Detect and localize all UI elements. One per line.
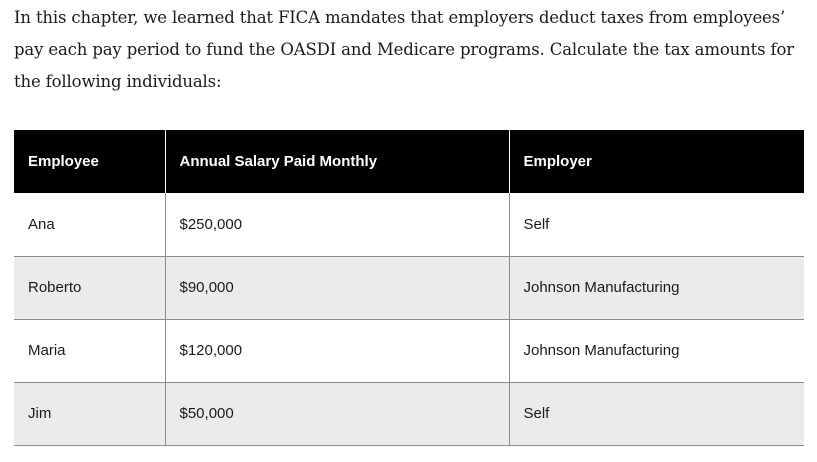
table-row: [14, 193, 804, 256]
cell-annual-salary: $250,000: [165, 193, 509, 256]
cell-employee: Maria: [14, 319, 165, 382]
cell-annual-salary: $120,000: [165, 319, 509, 382]
header-annual-salary: Annual Salary Paid Monthly: [165, 130, 509, 193]
cell-employee: Ana: [14, 193, 165, 256]
cell-employer: Johnson Manufacturing: [509, 256, 804, 319]
employee-salary-table: [14, 130, 804, 446]
table-body: [14, 193, 804, 445]
table-row: [14, 256, 804, 319]
header-employee: Employee: [14, 130, 165, 193]
table-row: [14, 382, 804, 445]
cell-employer: Self: [509, 193, 804, 256]
table-row: [14, 319, 804, 382]
intro-paragraph: In this chapter, we learned that FICA mandates that employers deduct taxes from employees’ pay each pay period to fund the OASDI and Medicare programs. Calculate the tax amounts for the following individuals:: [14, 8, 794, 91]
cell-annual-salary: $50,000: [165, 382, 509, 445]
cell-employee: Roberto: [14, 256, 165, 319]
header-row: [14, 130, 804, 193]
cell-employee: Jim: [14, 382, 165, 445]
cell-employer: Johnson Manufacturing: [509, 319, 804, 382]
cell-employer: Self: [509, 382, 804, 445]
cell-annual-salary: $90,000: [165, 256, 509, 319]
header-employer: Employer: [509, 130, 804, 193]
table-header: [14, 130, 804, 193]
